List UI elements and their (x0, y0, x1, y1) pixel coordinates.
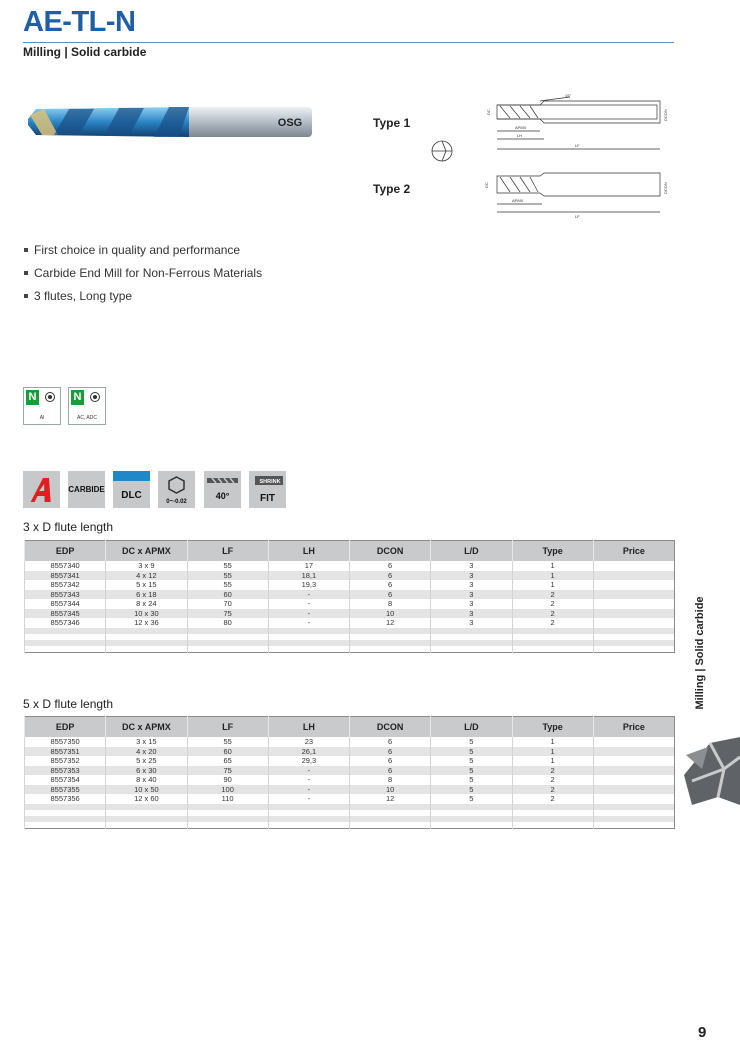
end-view-icon (432, 141, 452, 161)
helix-angle-icon (204, 471, 241, 508)
table-cell: 6 x 18 (106, 590, 187, 600)
page-subtitle: Milling | Solid carbide (23, 45, 147, 59)
svg-text:DCON: DCON (663, 182, 668, 194)
table-cell: - (268, 766, 349, 776)
table-cell: 3 (431, 599, 512, 609)
table-cell (187, 646, 268, 653)
spec-table-5xd (24, 716, 675, 829)
table-cell: 8557355 (25, 785, 106, 795)
brand-logo: OSG (277, 117, 303, 129)
table-cell (512, 646, 593, 653)
table-cell: 12 (350, 618, 431, 628)
table-header-row (25, 717, 675, 738)
table-cell: 3 x 15 (106, 737, 187, 747)
table-cell: 8557351 (25, 747, 106, 757)
table-cell: 10 (350, 609, 431, 619)
svg-text:0~-0.02: 0~-0.02 (166, 499, 187, 505)
table-cell: 100 (187, 785, 268, 795)
recommended-dot-icon (90, 392, 100, 402)
table-cell: 55 (187, 571, 268, 581)
page-title: AE-TL-N (23, 6, 136, 38)
table-cell: 8 (350, 599, 431, 609)
table-cell: 8557340 (25, 561, 106, 571)
svg-text:40°: 40° (215, 491, 230, 501)
svg-text:APMX: APMX (512, 198, 524, 203)
table-cell: 4 x 12 (106, 571, 187, 581)
table-cell: 5 x 15 (106, 580, 187, 590)
table-cell (593, 609, 674, 619)
table-cell: 2 (512, 590, 593, 600)
end-mill-cross-section-icon (680, 735, 740, 810)
table-cell (593, 590, 674, 600)
table-cell: 55 (187, 580, 268, 590)
table-cell: 10 (350, 785, 431, 795)
table-cell: 3 (431, 590, 512, 600)
table-cell: 5 (431, 794, 512, 804)
table-row (25, 737, 675, 747)
type1-label: Type 1 (373, 116, 411, 130)
table-cell: 8557354 (25, 775, 106, 785)
bullet-icon (24, 271, 28, 275)
table-cell: - (268, 618, 349, 628)
table-cell: 70 (187, 599, 268, 609)
column-header: LF (187, 717, 268, 738)
table-cell: 2 (512, 766, 593, 776)
column-header: L/D (431, 541, 512, 562)
table-row (25, 775, 675, 785)
table-cell (593, 737, 674, 747)
table-cell: 3 x 9 (106, 561, 187, 571)
table-cell: 2 (512, 618, 593, 628)
table-cell: 55 (187, 561, 268, 571)
table-cell: 5 x 25 (106, 756, 187, 766)
table-cell (593, 794, 674, 804)
column-header: Price (593, 541, 674, 562)
table-cell: 3 (431, 580, 512, 590)
table-row (25, 756, 675, 766)
type2-drawing (470, 168, 675, 220)
column-header: DC x APMX (106, 717, 187, 738)
table-row (25, 794, 675, 804)
table-cell (593, 822, 674, 829)
table-cell: 8557356 (25, 794, 106, 804)
table-cell: 3 (431, 609, 512, 619)
table-cell (593, 747, 674, 757)
column-header: LH (268, 717, 349, 738)
table-cell: 3 (431, 561, 512, 571)
svg-text:DCON: DCON (663, 109, 668, 121)
carbide-icon (68, 471, 105, 508)
table-cell: 12 x 60 (106, 794, 187, 804)
title-rule (23, 42, 674, 43)
table-cell (593, 646, 674, 653)
table-cell: 23 (268, 737, 349, 747)
table-cell: 75 (187, 766, 268, 776)
table-cell: 5 (431, 747, 512, 757)
table-cell: 8557345 (25, 609, 106, 619)
table-cell (593, 775, 674, 785)
table-cell: 1 (512, 571, 593, 581)
table-cell: 5 (431, 775, 512, 785)
table-cell: 6 (350, 580, 431, 590)
table-cell: 110 (187, 794, 268, 804)
table-cell (593, 618, 674, 628)
svg-text:LH: LH (517, 133, 523, 138)
table-cell: 6 (350, 737, 431, 747)
side-section-tab: Milling | Solid carbide (694, 596, 706, 710)
table-cell (187, 822, 268, 829)
table-cell: 65 (187, 756, 268, 766)
table-cell: 8 (350, 775, 431, 785)
table-cell: 6 x 30 (106, 766, 187, 776)
column-header: DC x APMX (106, 541, 187, 562)
list-item: Carbide End Mill for Non-Ferrous Materials (24, 261, 262, 284)
column-header: EDP (25, 717, 106, 738)
table-cell: 2 (512, 785, 593, 795)
table-row (25, 785, 675, 795)
svg-text:LF: LF (575, 143, 580, 148)
table-cell (350, 822, 431, 829)
table-cell: 18,1 (268, 571, 349, 581)
page-number: 9 (698, 1024, 707, 1041)
table-cell: 75 (187, 609, 268, 619)
table-cell: 2 (512, 599, 593, 609)
table-cell: 2 (512, 775, 593, 785)
table-cell: - (268, 794, 349, 804)
table-row (25, 618, 675, 628)
table-cell: 29,3 (268, 756, 349, 766)
svg-text:15°: 15° (565, 93, 572, 98)
end-mill-photo (24, 97, 316, 147)
table-cell: 90 (187, 775, 268, 785)
table-cell (25, 822, 106, 829)
table-cell: 3 (431, 571, 512, 581)
material-cast-aluminium-icon: N AC, ADC (68, 387, 106, 425)
table-row (25, 609, 675, 619)
table-cell: 8557350 (25, 737, 106, 747)
table-cell: 6 (350, 747, 431, 757)
table-row (25, 766, 675, 776)
shrink-fit-icon (249, 471, 286, 508)
table-cell: 8557346 (25, 618, 106, 628)
table-cell (593, 756, 674, 766)
table-cell: 19,3 (268, 580, 349, 590)
table-cell: 6 (350, 590, 431, 600)
table-cell (431, 822, 512, 829)
table-cell: - (268, 609, 349, 619)
table-cell: 8557352 (25, 756, 106, 766)
table-header-row (25, 541, 675, 562)
material-aluminium-icon: N Al (23, 387, 61, 425)
grade-a-icon (23, 471, 60, 508)
bullet-icon (24, 248, 28, 252)
table-cell (106, 646, 187, 653)
table-cell: 6 (350, 756, 431, 766)
table-cell: 12 (350, 794, 431, 804)
type2-label: Type 2 (373, 182, 411, 196)
column-header: DCON (350, 541, 431, 562)
table-cell (593, 580, 674, 590)
table-row (25, 599, 675, 609)
table-row (25, 747, 675, 757)
table-cell: 80 (187, 618, 268, 628)
table-cell: 1 (512, 561, 593, 571)
table-cell (106, 822, 187, 829)
table-cell: 12 x 36 (106, 618, 187, 628)
table-cell: 8 x 24 (106, 599, 187, 609)
column-header: DCON (350, 717, 431, 738)
empty-table-row (25, 646, 675, 653)
table-cell: 26,1 (268, 747, 349, 757)
table-cell: - (268, 785, 349, 795)
svg-text:LF: LF (575, 214, 580, 219)
table-cell: 2 (512, 609, 593, 619)
table-cell: 55 (187, 737, 268, 747)
svg-text:CARBIDE: CARBIDE (68, 485, 105, 494)
table-cell (593, 561, 674, 571)
svg-text:DC: DC (484, 182, 489, 188)
table-cell: 8557344 (25, 599, 106, 609)
table-cell: 8 x 40 (106, 775, 187, 785)
column-header: Type (512, 717, 593, 738)
list-item: First choice in quality and performance (24, 238, 262, 261)
table-cell: 60 (187, 590, 268, 600)
column-header: L/D (431, 717, 512, 738)
bullet-icon (24, 294, 28, 298)
table-cell (593, 766, 674, 776)
table-cell: 1 (512, 747, 593, 757)
table-cell (25, 646, 106, 653)
table-cell: 4 x 20 (106, 747, 187, 757)
svg-text:SHRINK: SHRINK (259, 479, 281, 485)
column-header: Price (593, 717, 674, 738)
table-cell: 60 (187, 747, 268, 757)
table-row (25, 571, 675, 581)
svg-text:FIT: FIT (260, 493, 275, 504)
dlc-coating-icon (113, 471, 150, 508)
table-cell (431, 646, 512, 653)
table-cell (593, 785, 674, 795)
list-item: 3 flutes, Long type (24, 284, 262, 307)
table-cell (593, 599, 674, 609)
table-cell: 1 (512, 756, 593, 766)
table-cell: 6 (350, 571, 431, 581)
column-header: EDP (25, 541, 106, 562)
table-row (25, 580, 675, 590)
column-header: Type (512, 541, 593, 562)
recommended-dot-icon (45, 392, 55, 402)
table-cell (512, 822, 593, 829)
table-cell: 6 (350, 766, 431, 776)
type1-drawing (420, 93, 675, 173)
svg-text:APMX: APMX (515, 125, 527, 130)
table-cell (268, 822, 349, 829)
section-title-5xd: 5 x D flute length (23, 697, 114, 711)
svg-text:DC: DC (486, 109, 491, 115)
table-cell: 5 (431, 756, 512, 766)
table-cell: 1 (512, 737, 593, 747)
table-row (25, 561, 675, 571)
table-cell: 5 (431, 766, 512, 776)
table-cell: 10 x 30 (106, 609, 187, 619)
table-cell: 5 (431, 785, 512, 795)
column-header: LH (268, 541, 349, 562)
table-cell (593, 571, 674, 581)
table-cell: 8557341 (25, 571, 106, 581)
table-cell: 8557342 (25, 580, 106, 590)
table-cell: - (268, 775, 349, 785)
table-cell: 5 (431, 737, 512, 747)
empty-table-row (25, 822, 675, 829)
table-row (25, 590, 675, 600)
table-cell: 6 (350, 561, 431, 571)
svg-text:DLC: DLC (121, 490, 142, 501)
table-cell: - (268, 599, 349, 609)
table-cell (350, 646, 431, 653)
table-cell: 2 (512, 794, 593, 804)
tolerance-icon (158, 471, 195, 508)
table-cell: 1 (512, 580, 593, 590)
table-cell: 17 (268, 561, 349, 571)
table-cell: 3 (431, 618, 512, 628)
table-cell (268, 646, 349, 653)
table-cell: 8557353 (25, 766, 106, 776)
table-cell: - (268, 590, 349, 600)
column-header: LF (187, 541, 268, 562)
spec-table-3xd (24, 540, 675, 653)
table-cell: 8557343 (25, 590, 106, 600)
feature-list (24, 238, 262, 307)
section-title-3xd: 3 x D flute length (23, 520, 114, 534)
table-cell: 10 x 50 (106, 785, 187, 795)
